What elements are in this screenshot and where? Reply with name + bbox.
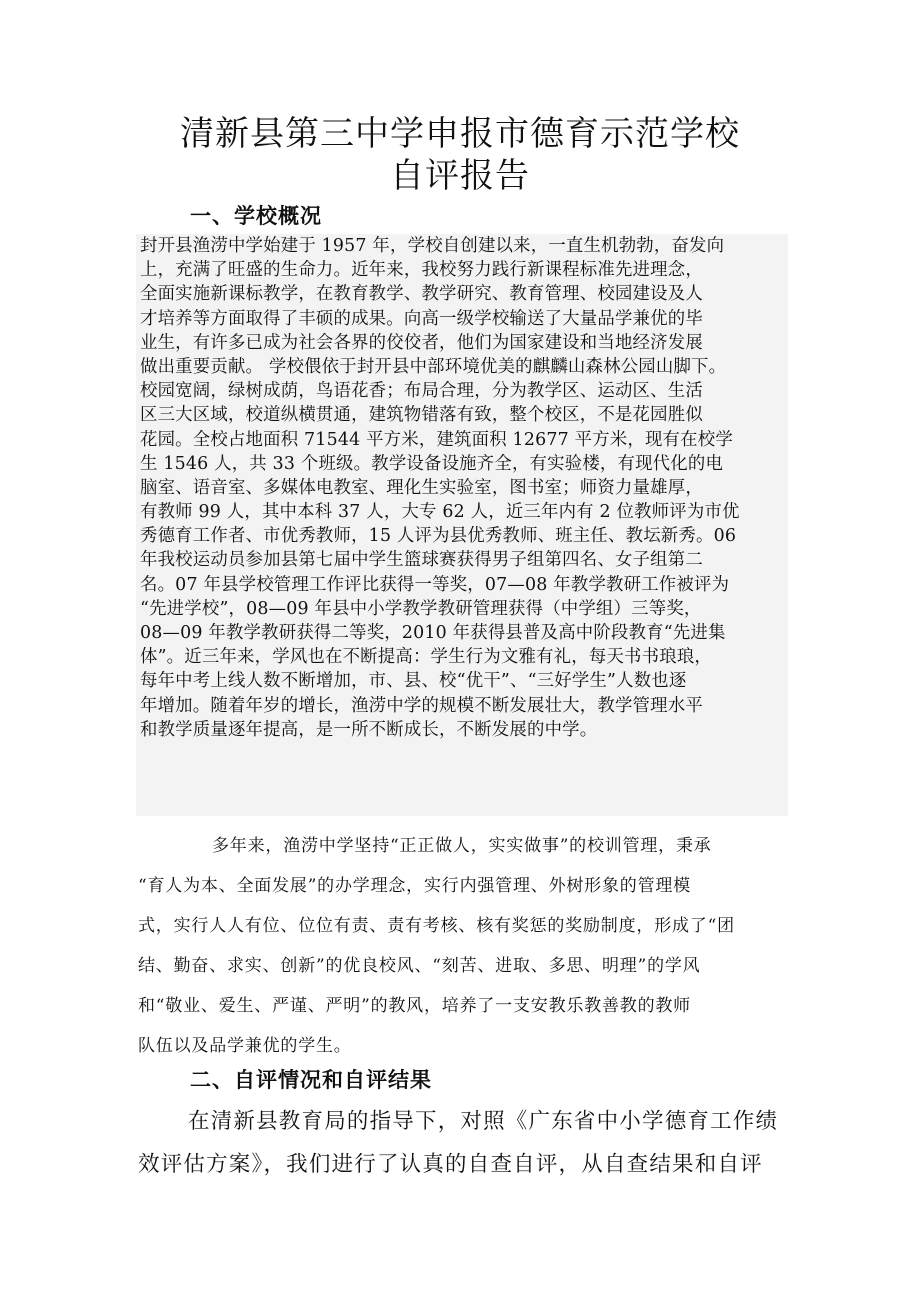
paragraph-line: 有教师 99 人，其中本科 37 人，大专 62 人，近三年内有 2 位教师评为市优: [140, 502, 740, 523]
document-title: 清新县第三中学申报市德育示范学校: [180, 114, 740, 154]
school-overview-paragraph: [136, 234, 788, 816]
document-subtitle: 自评报告: [390, 156, 530, 196]
paragraph-line: 效评估方案》，我们进行了认真的自查自评，从自查结果和自评: [138, 1152, 763, 1177]
paragraph-line: 区三大区域，校道纵横贯通，建筑物错落有致，整个校区，不是花园胜似: [140, 405, 703, 426]
section-heading-school-overview: 一、学校概况: [190, 203, 322, 228]
paragraph-line: 业生，有许多已成为社会各界的佼佼者，他们为国家建设和当地经济发展: [140, 332, 703, 353]
paragraph-line: 花园。全校占地面积 71544 平方米，建筑面积 12677 平方米，现有在校学: [140, 429, 733, 450]
paragraph-line: “育人为本、全面发展”的办学理念，实行内强管理、外树形象的管理模: [138, 876, 691, 896]
paragraph-line: 多年来，渔涝中学坚持“正正做人，实实做事”的校训管理，秉承: [212, 836, 712, 856]
paragraph-line: 校园宽阔，绿树成荫，鸟语花香；布局合理，分为教学区、运动区、生活: [140, 381, 703, 402]
paragraph-line: 和教学质量逐年提高，是一所不断成长，不断发展的中学。: [140, 719, 598, 740]
paragraph-line: 秀德育工作者、市优秀教师，15 人评为县优秀教师、班主任、教坛新秀。06: [140, 526, 737, 547]
paragraph-line: 名。07 年县学校管理工作评比获得一等奖，07—08 年教学教研工作被评为: [140, 574, 730, 595]
self-evaluation-paragraph: [138, 1100, 788, 1186]
paragraph-line: 全面实施新课标教学，在教育教学、教学研究、教育管理、校园建设及人: [140, 284, 703, 305]
paragraph-line: 上，充满了旺盛的生命力。近年来，我校努力践行新课程标准先进理念，: [140, 260, 703, 281]
section-heading-self-evaluation: 二、自评情况和自评结果: [190, 1067, 432, 1092]
paragraph-line: 结、勤奋、求实、创新”的优良校风、“刻苦、进取、多思、明理”的学风: [138, 956, 701, 976]
paragraph-line: 年我校运动员参加县第七届中学生篮球赛获得男子组第四名、女子组第二: [140, 550, 703, 571]
paragraph-line: “先进学校”，08—09 年县中小学教学教研管理获得（中学组）三等奖，: [140, 598, 702, 619]
paragraph-line: 式，实行人人有位、位位有责、责有考核、核有奖惩的奖励制度，形成了“团: [138, 916, 735, 936]
paragraph-line: 每年中考上线人数不断增加，市、县、校“优干”、“三好学生”人数也逐: [140, 671, 687, 692]
paragraph-line: 08—09 年教学教研获得二等奖，2010 年获得县普及高中阶段教育“先进集: [140, 623, 726, 643]
paragraph-line: 和“敬业、爱生、严谨、严明”的教风，培养了一支安教乐教善教的教师: [138, 996, 691, 1016]
paragraph-line: 在清新县教育局的指导下，对照《广东省中小学德育工作绩: [188, 1109, 779, 1134]
paragraph-line: 封开县渔涝中学始建于 1957 年，学校自创建以来，一直生机勃勃，奋发向: [140, 236, 725, 256]
paragraph-line: 队伍以及品学兼优的学生。: [138, 1036, 352, 1056]
paragraph-line: 做出重要贡献。 学校偎依于封开县中部环境优美的麒麟山森林公园山脚下。: [140, 356, 727, 377]
paragraph-line: 年增加。随着年岁的增长，渔涝中学的规模不断发展壮大，教学管理水平: [140, 695, 703, 716]
school-philosophy-paragraph: [138, 826, 788, 1066]
paragraph-line: 生 1546 人，共 33 个班级。教学设备设施齐全，有实验楼，有现代化的电: [140, 453, 724, 474]
paragraph-line: 体”。近三年来，学风也在不断提高：学生行为文雅有礼，每天书书琅琅，: [140, 647, 712, 668]
paragraph-line: 才培养等方面取得了丰硕的成果。向高一级学校输送了大量品学兼优的毕: [140, 308, 703, 329]
paragraph-line: 脑室、语音室、多媒体电教室、理化生实验室，图书室；师资力量雄厚，: [140, 477, 703, 498]
